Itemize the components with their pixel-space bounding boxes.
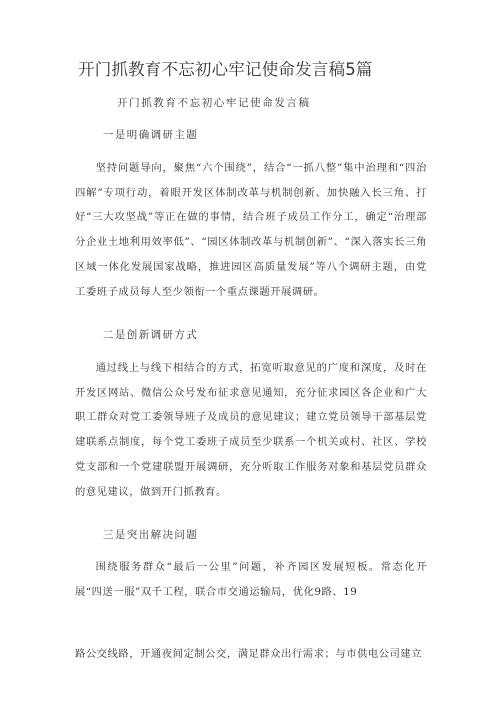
- section-paragraph-2: 通过线上与线下相结合的方式，拓宽听取意见的广度和深度，及时在开发区网站、微信公众号发布征求意见通知，充分征求园区各企业和广大职工群众对党工委领导班子及成员的意见建议；建立党员领导干部基层党建联系点制度，每个党工委班子成员至少联系一个机关或村、社区、学校党支部和一个党建联盟开展调研，充分听取工作服务对象和基层党员群众的意见建议，做到开门抓教育。: [75, 362, 427, 498]
- section-heading-3: 三是突出解决问题: [103, 529, 199, 541]
- section-paragraph-3-continued: 路公交线路，开通夜间定制公交，满足群众出行需求；与市供电公司建立: [75, 648, 423, 660]
- section-heading-1: 一是明确调研主题: [103, 129, 199, 141]
- section-paragraph-3: 围绕服务群众“最后一公里”问题，补齐园区发展短板。常态化开展“四送一服”双千工程，联合市交通运输局，优化9路、19: [75, 561, 427, 598]
- section-heading-2: 二是创新调研方式: [103, 329, 199, 341]
- document-subtitle: 开门抓教育不忘初心牢记使命发言稿: [117, 97, 311, 109]
- document-title: 开门抓教育不忘初心牢记使命发言稿5篇: [78, 60, 373, 79]
- section-paragraph-1: 坚持问题导向，聚焦“六个围绕”，结合“一抓八整”集中治理和“四治四解”专项行动，着眼开发区体制改革与机制创新、加快融入长三角、打好“三大攻坚战”等正在做的事情，结合班子成员工作分工，确定“治理部分企业土地利用效率低”、“园区体制改革与机制创新”、“深入落实长三角区域一体化发展国家战略，推进园区高质量发展”等八个调研主题，由党工委班子成员每人至少领衔一个重点课题开展调研。: [75, 162, 427, 298]
